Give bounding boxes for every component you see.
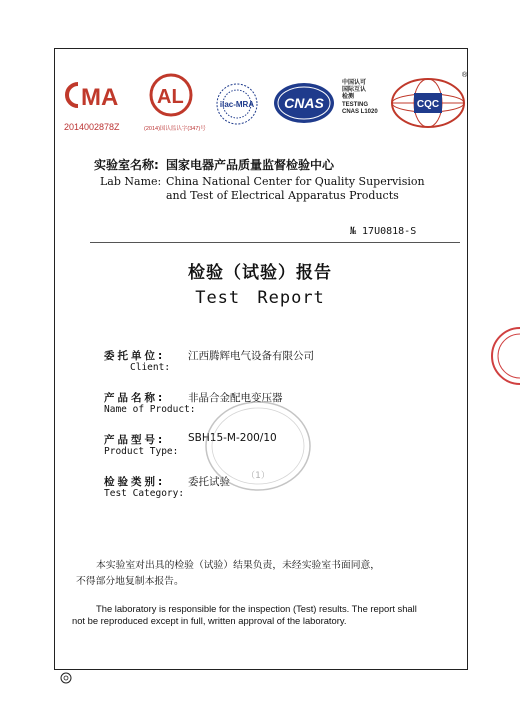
cnas-text-line: 检测 [342,94,355,101]
cqc-globe-logo-icon [388,76,468,130]
edge-stamp-icon [490,326,520,386]
lab-name-cn-row [94,156,425,173]
official-seal-icon [196,398,316,498]
ilac-mark: ilac-MRA [219,100,255,109]
field-label-cn: 委托单位: [104,350,166,362]
field-label-en: Test Category: [104,488,185,499]
disclaimer-cn-line1: 本实验室对出具的检验（试验）结果负责，未经实验室书面同意， [96,560,381,571]
report-title-en: Test Report [195,288,325,308]
disclaimer-cn [76,558,446,590]
lab-name-label-en: Lab Name: [100,175,162,188]
lab-name-en-line1: China National Center for Quality Supervision [166,175,425,188]
lab-name-cn: 国家电器产品质量监督检验中心 [166,158,335,172]
report-number: № 17U0818-S [350,226,417,237]
cnas-accreditation-text [342,80,382,116]
registered-mark: ® [462,72,468,79]
certification-logos [62,70,472,140]
field-label-en: Client: [130,362,171,373]
disclaimer-en-line1: The laboratory is responsible for the inspection (Test) results. The report shall [96,603,417,614]
recycle-mark-icon [60,672,72,684]
cnas-logo-icon [272,80,336,126]
lab-name-label-cn: 实验室名称: [94,158,159,172]
cqc-mark: CQC [416,99,440,110]
field-label-cn: 产品型号: [104,434,166,446]
cnas-mark: CNAS [284,95,324,111]
disclaimer-en [72,603,452,627]
lab-name-en-row [94,175,425,203]
disclaimer-cn-line2: 不得部分地复制本报告。 [76,576,184,587]
cma-code: 2014002878Z [64,122,120,132]
field-value: SBH15-M-200/10 [188,432,277,444]
seal-text: （1） [246,471,270,481]
disclaimer-en-line2: not be reproduced except in full, written approval of the laboratory. [72,615,347,626]
report-title-cn: 检验（试验）报告 [188,263,332,283]
field-value: 非晶合金配电变压器 [188,392,283,404]
cal-code: (2014)国认监认字(347)号 [144,126,206,132]
cal-logo-icon [148,72,194,118]
field-label-en: Name of Product: [104,404,196,415]
field-label-cn: 产品名称: [104,392,166,404]
lab-name-en-line2: and Test of Electrical Apparatus Products [166,189,399,202]
field-value: 江西腾辉电气设备有限公司 [188,350,314,362]
divider [90,242,460,243]
cnas-text-line: 中国认可 [342,80,367,86]
cnas-text-line: CNAS L1020 [342,108,378,115]
field-value: 委托试验 [188,476,230,488]
cnas-text-line: 国际互认 [342,87,367,94]
cnas-text-line: TESTING [342,101,369,108]
ilac-mra-logo-icon [210,82,264,126]
cal-mark: AL [157,86,184,108]
cma-logo-icon [64,80,142,110]
cma-mark: MA [81,84,119,110]
field-label-en: Product Type: [104,446,179,457]
field-label-cn: 检验类别: [104,476,166,488]
lab-name-block [94,156,425,203]
